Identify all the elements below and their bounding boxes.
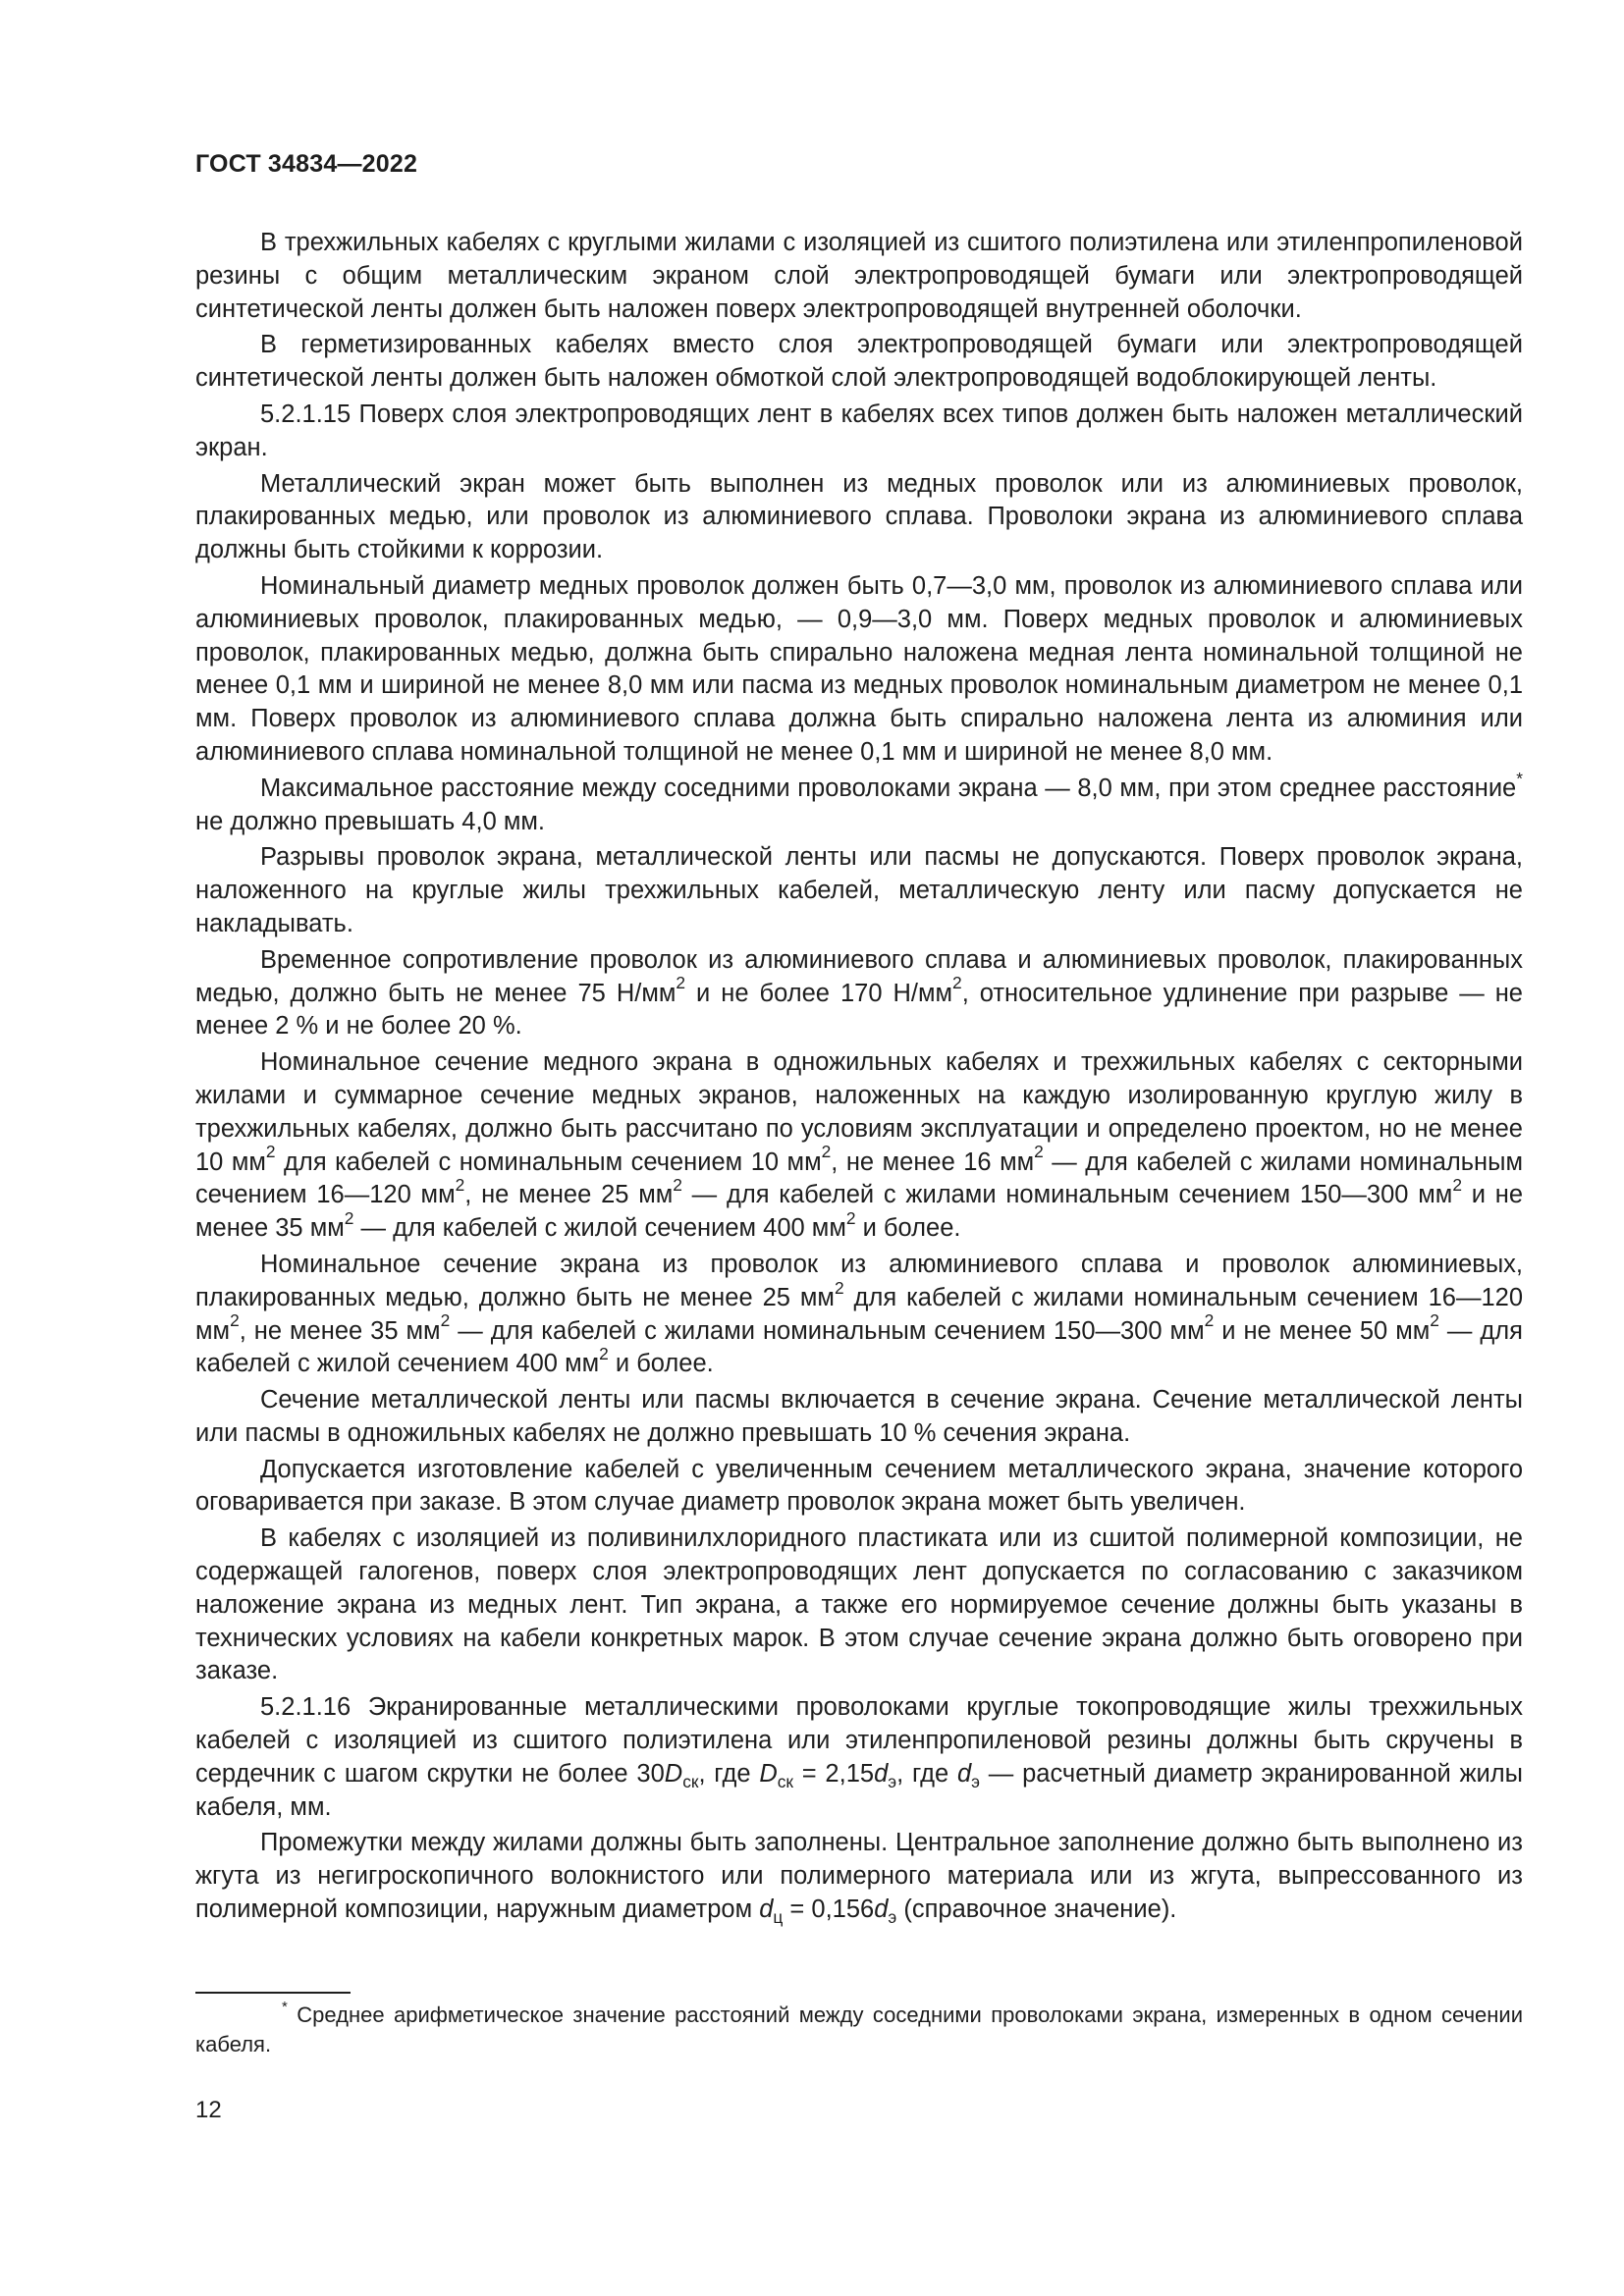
- superscript: 2: [845, 1208, 856, 1229]
- superscript: 2: [455, 1175, 465, 1196]
- paragraph: Допускается изготовление кабелей с увеличенным сечением металлического экрана, значение которого оговаривается при заказе. В этом случае диаметр проволок экрана может быть увеличен.: [195, 1455, 1523, 1517]
- text-run: Максимальное расстояние между соседними проволоками экрана — 8,0 мм, при этом среднее расстояние: [260, 774, 1517, 802]
- superscript: 2: [344, 1208, 354, 1229]
- paragraph: [195, 944, 1523, 1043]
- footnote-mark: *: [282, 1999, 288, 2016]
- variable: d: [956, 1759, 972, 1788]
- paragraph: Сечение металлической ленты или пасмы включается в сечение экрана. Сечение металлической ленты или пасмы в одножильных кабелях не должно превышать 10 % сечения экрана.: [195, 1386, 1523, 1447]
- text-run: Промежутки между жилами должны быть заполнены. Центральное заполнение должно быть выполнено из жгута из негигроскопичного волокнистого или полимерного материала или из жгута, выпрессованного из полимерной композиции, наружным диаметром: [195, 1829, 1523, 1924]
- text-run: — для кабелей с жилами номинальным сечением 150—300 мм: [681, 1181, 1453, 1209]
- paragraph: [195, 1691, 1523, 1824]
- subscript: ц: [773, 1907, 784, 1928]
- text-run: и более.: [608, 1350, 714, 1378]
- superscript: 2: [821, 1142, 832, 1162]
- superscript: 2: [673, 1175, 682, 1196]
- paragraph: Номинальный диаметр медных проволок должен быть 0,7—3,0 мм, проволок из алюминиевого сплава или алюминиевых проволок, плакированных медью, — 0,9—3,0 мм. Поверх медных проволок и алюминиевых проволок, плакированных медью, должна быть спирально наложена медная лента номинальной толщиной не менее 0,1 мм и шириной не менее 8,0 мм или пасма из медных проволок номинальным диаметром не менее 0,1 мм. Поверх проволок из алюминиевого сплава должна быть спирально наложена лента из алюминия или алюминиевого сплава номинальной толщиной не менее 0,1 мм и шириной не менее 8,0 мм.: [195, 571, 1523, 766]
- footnote-reference: *: [1516, 768, 1523, 788]
- text-run: и не менее 50 мм: [1214, 1316, 1431, 1345]
- text-run: , не менее 35 мм: [239, 1316, 441, 1345]
- text-run: , относительное удлинение при разрыве — не менее 2 % и не более 20 %.: [195, 979, 1523, 1041]
- superscript: 2: [599, 1344, 609, 1364]
- document-header: ГОСТ 34834—2022: [195, 150, 418, 178]
- superscript: 2: [265, 1142, 276, 1162]
- main-text: [195, 227, 1523, 1930]
- text-run: для кабелей с жилами номинальным сечением 16—120 мм: [195, 1283, 1523, 1345]
- text-run: и более.: [855, 1214, 961, 1243]
- paragraph: [195, 1046, 1523, 1246]
- superscript: 2: [1204, 1310, 1215, 1331]
- subscript: э: [888, 1907, 897, 1928]
- text-run: для кабелей с номинальным сечением 10 мм: [275, 1148, 822, 1176]
- text-run: = 2,15: [792, 1759, 875, 1788]
- variable: d: [874, 1896, 889, 1924]
- text-run: , где: [698, 1759, 760, 1788]
- text-run: 5.2.1.16 Экранированные металлическими проволоками круглые токопроводящие жилы трехжильных кабелей с изоляцией из сшитого полиэтилена или этиленпропиленовой резины должны быть скручены в сердечник с шагом скрутки не более 30: [195, 1693, 1523, 1788]
- paragraph: В герметизированных кабелях вместо слоя электропроводящей бумаги или электропроводящей синтетической ленты должен быть наложен обмоткой слой электропроводящей водоблокирующей ленты.: [195, 331, 1523, 393]
- superscript: 2: [1430, 1310, 1439, 1331]
- paragraph: [195, 768, 1523, 839]
- paragraph: Металлический экран может быть выполнен из медных проволок или из алюминиевых проволок, плакированных медью, или проволок из алюминиевого сплава. Проволоки экрана из алюминиевого сплава должны быть стойкими к коррозии.: [195, 469, 1523, 564]
- superscript: 2: [1034, 1142, 1044, 1162]
- superscript: 2: [676, 973, 686, 993]
- text-run: Номинальное сечение медного экрана в одножильных кабелях и трехжильных кабелях с секторными жилами и суммарное сечение медных экранов, наложенных на каждую изолированную круглую жилу в трехжильных кабелях, должно быть рассчитано по условиям эксплуатации и определено проектом, но не менее 10 мм: [195, 1048, 1523, 1176]
- text-run: — расчетный диаметр экранированной жилы кабеля, мм.: [195, 1759, 1523, 1821]
- page-number: 12: [195, 2097, 222, 2123]
- text-run: — для кабелей с жилой сечением 400 мм: [353, 1214, 846, 1243]
- variable: d: [759, 1896, 774, 1924]
- text-run: , не менее 16 мм: [831, 1148, 1035, 1176]
- text-run: (справочное значение).: [896, 1896, 1177, 1924]
- text-run: и не более 170 Н/мм: [685, 979, 953, 1007]
- text-run: Временное сопротивление проволок из алюминиевого сплава и алюминиевых проволок, плакированных медью, должно быть не менее 75 Н/мм: [195, 945, 1523, 1007]
- subscript: ск: [682, 1771, 699, 1791]
- variable: D: [664, 1759, 683, 1788]
- paragraph: 5.2.1.15 Поверх слоя электропроводящих лент в кабелях всех типов должен быть наложен металлический экран.: [195, 400, 1523, 461]
- paragraph: В кабелях с изоляцией из поливинилхлоридного пластиката или из сшитой полимерной композиции, не содержащей галогенов, поверх слоя электропроводящих лент допускается по согласованию с заказчиком наложение экрана из медных лент. Тип экрана, а также его нормируемое сечение должны быть указаны в технических условиях на кабели конкретных марок. В этом случае сечение экрана должно быть оговорено при заказе.: [195, 1524, 1523, 1685]
- superscript: 2: [230, 1310, 240, 1331]
- text-run: — для кабелей с жилами номинальным сечением 150—300 мм: [450, 1316, 1205, 1345]
- subscript: э: [888, 1771, 897, 1791]
- text-run: , где: [896, 1759, 957, 1788]
- paragraph: [195, 1249, 1523, 1381]
- text-run: Номинальное сечение экрана из проволок из алюминиевого сплава и проволок алюминиевых, плакированных медью, должно быть не менее 25 мм: [195, 1250, 1523, 1311]
- footnote-text: Среднее арифметическое значение расстояний между соседними проволоками экрана, измеренных в одном сечении кабеля.: [195, 2002, 1523, 2056]
- subscript: э: [971, 1771, 981, 1791]
- text-run: , не менее 25 мм: [464, 1181, 674, 1209]
- paragraph: [195, 1827, 1523, 1926]
- superscript: 2: [1452, 1175, 1462, 1196]
- text-run: — для кабелей с жилами номинальным сечением 16—120 мм: [195, 1148, 1523, 1209]
- paragraph: Разрывы проволок экрана, металлической ленты или пасмы не допускаются. Поверх проволок экрана, наложенного на круглые жилы трехжильных кабелей, металлическую ленту или пасму допускается не накладывать.: [195, 843, 1523, 937]
- text-run: не должно превышать 4,0 мм.: [195, 807, 545, 835]
- subscript: ск: [777, 1771, 793, 1791]
- text-run: — для кабелей с жилой сечением 400 мм: [195, 1316, 1523, 1378]
- paragraph: В трехжильных кабелях с круглыми жилами с изоляцией из сшитого полиэтилена или этиленпропиленовой резины с общим металлическим экраном слой электропроводящей бумаги или электропроводящей синтетической ленты должен быть наложен поверх электропроводящей внутренней оболочки.: [195, 229, 1523, 323]
- footnote-separator: [195, 1992, 351, 1994]
- footnote: [195, 2001, 1523, 2059]
- variable: d: [874, 1759, 889, 1788]
- superscript: 2: [834, 1277, 844, 1298]
- superscript: 2: [952, 973, 962, 993]
- variable: D: [759, 1759, 778, 1788]
- text-run: = 0,156: [783, 1896, 875, 1924]
- text-run: и не менее 35 мм: [195, 1181, 1524, 1243]
- superscript: 2: [440, 1310, 451, 1331]
